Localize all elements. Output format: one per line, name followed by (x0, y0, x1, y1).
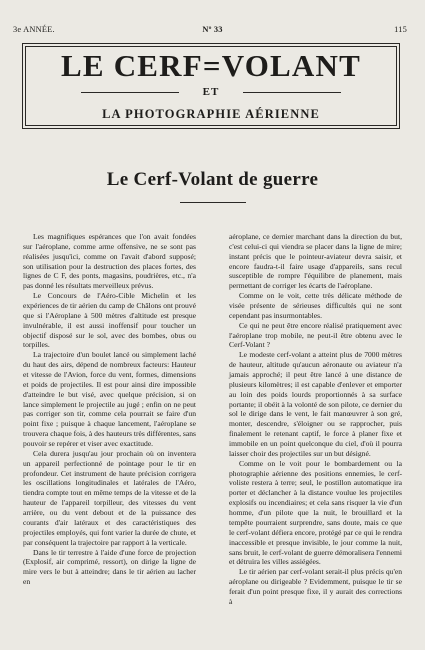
masthead-conjunction: ET (202, 86, 220, 98)
article-column-right (229, 232, 402, 607)
article-title: Le Cerf-Volant de guerre (106, 169, 319, 190)
issue-number: Nº 33 (202, 25, 223, 34)
paragraph: Le modeste cerf-volant a atteint plus de 7000 mètres de hauteur, altitude qu'aucun aéronaute ou aviateur n'a jamais approché; il peut être lancé à une distance de plusieurs kilomètres; il est capable d'enlever et emporter au loin des poids lourds proportionnés à sa surface portante; il obéit à la volonté de son pilote, ce dernier du sol le dirige dans le vent, le fait manœuvrer à son gré, monter, descendre, s'éloigner ou se rapprocher, puis finalement le retenant captif, le force à planer fixe et immobile en un point quelconque du ciel, d'où il pourra laisser choir des projectiles sur un but désigné. (229, 350, 402, 458)
page-number: 115 (394, 25, 407, 34)
paragraph-continued: aéroplane, ce dernier marchant dans la direction du but, c'est celui-ci qui viendra se placer dans la ligne de mire; instant précis que le pointeur-aviateur devra saisir, et encore faudra-t-il faire usage d'appareils, sans recul susceptible de rompre l'équilibre de planement, mais permettant de corriger les écarts de l'aéroplane. (229, 232, 402, 291)
year-label: 3e ANNÉE. (13, 25, 55, 34)
title-underline (180, 202, 246, 203)
masthead-subtitle: LA PHOTOGRAPHIE AÉRIENNE (102, 107, 320, 121)
masthead-title: LE CERF=VOLANT (61, 48, 361, 83)
paragraph: La trajectoire d'un boulet lancé ou simplement laché du haut des airs, dépend de nombreux facteurs: Hauteur et vitesse de l'Avion, force du vent, formes, dimensions et poids de projectiles. Il est pour ainsi dire impossible d'atteindre le but visé, avec quelque précision, si on lance simplement le projectile au jugé ; enfin on ne peut pas corriger son tir, comme cela pourrait se faire d'un point fixe ; puisque à chaque lancement, l'aéroplane se trouvera chaque fois, à des hauteurs très différentes, sans pouvoir se repérer et viser avec exactitude. (23, 350, 196, 449)
paragraph: Le tir aérien par cerf-volant serait-il plus précis qu'en aéroplane ou dirigeable ? Evidemment, puisque le tir se ferait d'un point presque fixe, il y aurait des corrections à (229, 567, 402, 606)
paragraph: Les magnifiques espérances que l'on avait fondées sur l'aéroplane, comme arme offensive, ne se sont pas réalisées jusqu'ici, comme on l'avait d'abord supposé; son utilisation pour la destruction des places fortes, des lignes de C F, des ponts, magasins, poudrières, etc., n'a pas donné les résultats merveilleux prévus. (23, 232, 196, 291)
masthead-rule-right (243, 92, 341, 93)
paragraph: Comme on le voit, cette très délicate méthode de visée présente de sérieuses difficultés qui ne sont cependant pas insurmontables. (229, 291, 402, 320)
paragraph: Ce qui ne peut être encore réalisé pratiquement avec l'aéroplane trop mobile, ne peut-il être obtenu avec le Cerf-Volant ? (229, 320, 402, 350)
paragraph: Comme on le voit pour le bombardement ou la photographie aérienne des positions ennemies, le cerf-voliste restera à terre; seul, le postillon automatique ira porter et déclancher à la distance voulue les projectiles explosifs ou incendiaires; et cela sans risquer la vie d'un homme, d'un pilote que la nuit, le brouillard et la tempête pourraient surprendre, sans doute, mais ce que le cerf-volant défiera encore, protégé par ce qui le rendra inaccessible et presque invisible, le jour comme la nuit, sans bruit, le cerf-volant de guerre démoralisera l'ennemi et détruira les villes assiégées. (229, 458, 402, 567)
paragraph: Le Concours de l'Aéro-Cible Michelin et les expériences de tir aérien du camp de Châlons ont prouvé que si l'Aéroplane à 500 mètres d'altitude est presque invulnérable, il est aussi inoffensif pour toucher un objectif disposé sur le sol, avec des bombes, obus ou torpilles. (23, 291, 196, 350)
masthead (22, 43, 400, 129)
paragraph: Cela durera jusqu'au jour prochain où on inventera un appareil perfectionné de pointage pour le tir en profondeur. Cet instrument de haute précision corrigera les oscillations longitudinales et latérales de l'Aéro, tiendra compte tout en même temps de la vitesse et de la hauteur de l'appareil torpilleur, des vitesses du vent arrière, ou du vent debout et de la puissance des courants d'air latéraux et des caractéristiques des projectiles employés, qui font varier la durée de chute, et par conséquent la trajectoire par rapport à la verticale. (23, 448, 196, 547)
paragraph: Dans le tir terrestre à l'aide d'une force de projection (Explosif, air comprimé, ressort), on dirige la ligne de mire vers le but à atteindre; dans le tir aérien au lacher en (23, 547, 196, 587)
article-column-left (23, 232, 196, 587)
masthead-rule-left (81, 92, 179, 93)
